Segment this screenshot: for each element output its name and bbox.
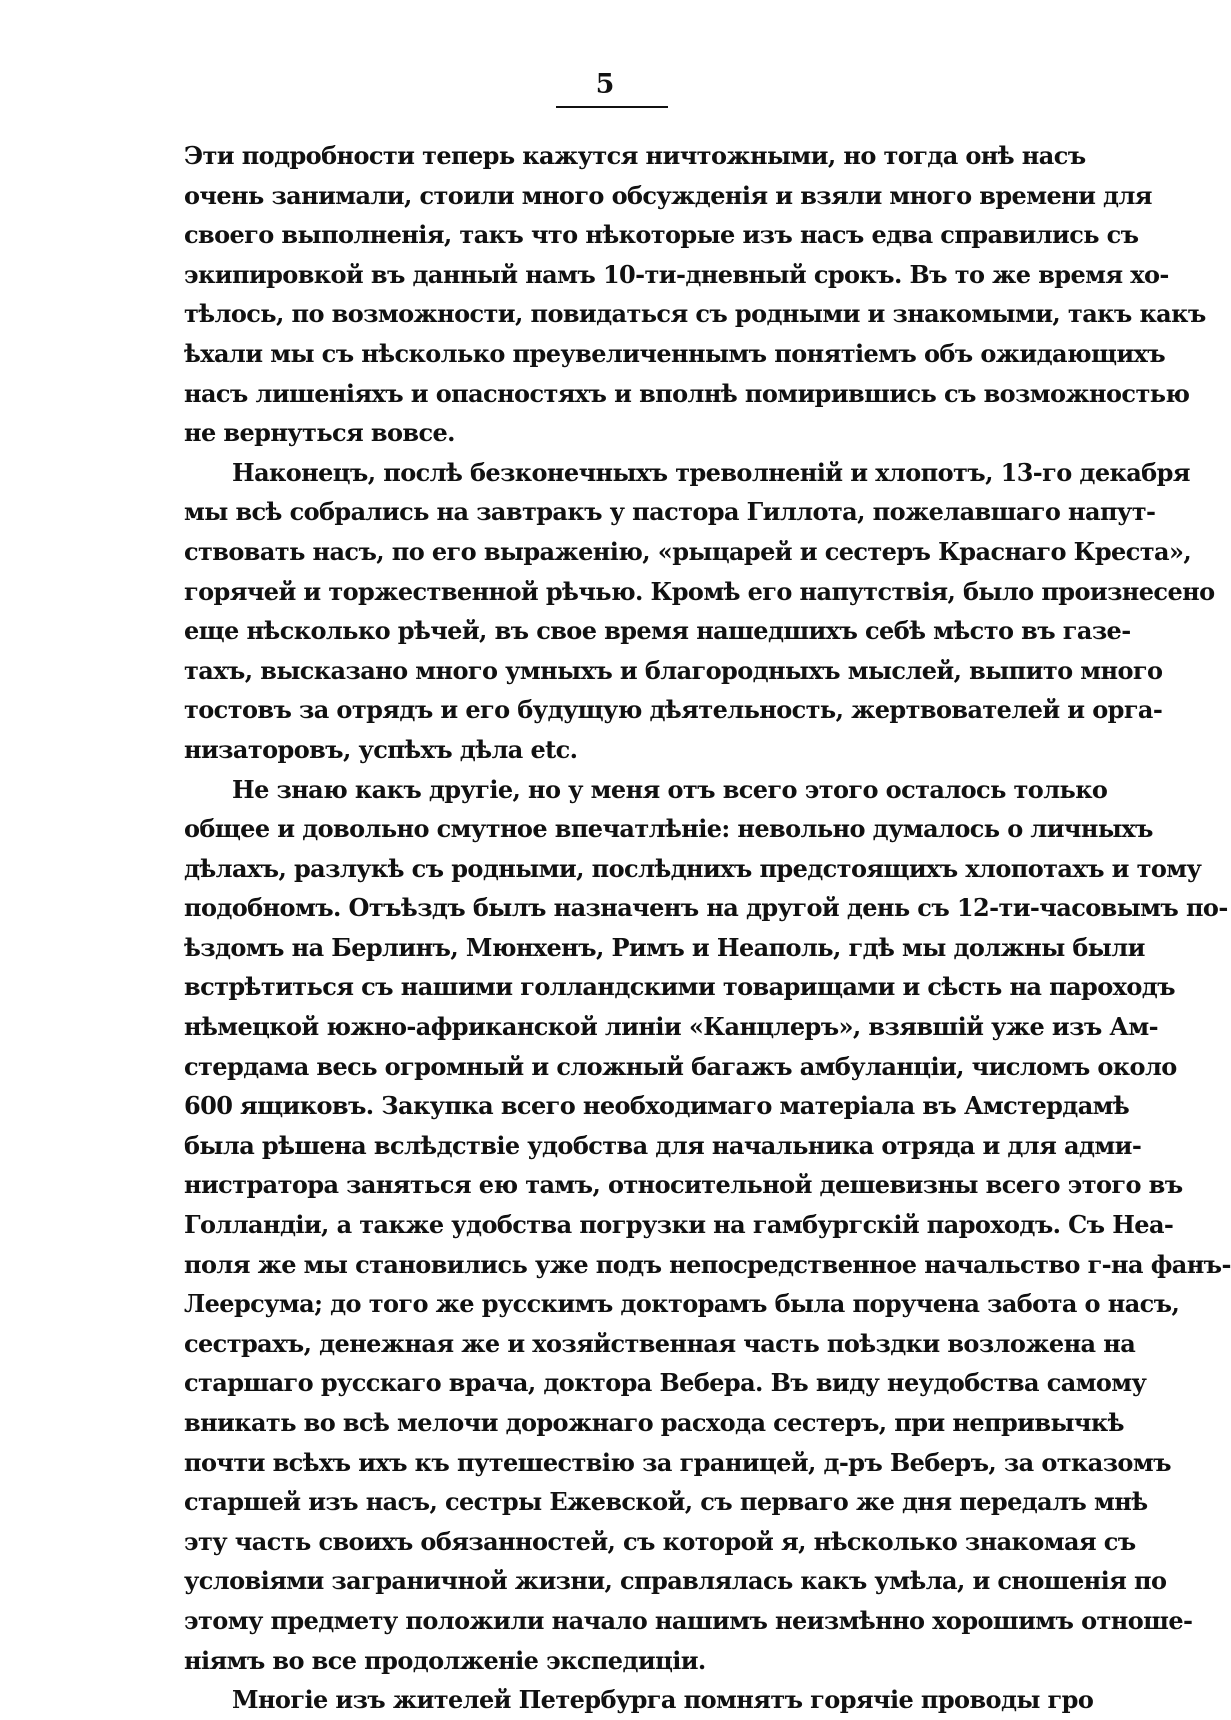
text-line: условіями заграничной жизни, справлялась какъ умѣла, и сношенія по	[184, 1566, 1167, 1596]
text-line: ѣздомъ на Берлинъ, Мюнхенъ, Римъ и Неаполь, гдѣ мы должны были	[184, 932, 1145, 962]
text-line: нистратора заняться ею тамъ, относительной дешевизны всего этого въ	[184, 1170, 1183, 1200]
text-line: ніямъ во все продолженіе экспедиціи.	[184, 1645, 706, 1675]
text-line: Многіе изъ жителей Петербурга помнятъ горячіе проводы гро	[232, 1685, 1094, 1715]
text-line: низаторовъ, успѣхъ дѣла etc.	[184, 734, 578, 764]
text-line: Не знаю какъ другіе, но у меня отъ всего этого осталось только	[232, 774, 1108, 804]
page-number-rule	[556, 106, 668, 108]
text-line: насъ лишеніяхъ и опасностяхъ и вполнѣ помирившись съ возможностью	[184, 378, 1190, 408]
text-line: еще нѣсколько рѣчей, въ свое время нашедшихъ себѣ мѣсто въ газе-	[184, 616, 1131, 646]
page-number: 5	[595, 69, 615, 100]
text-line: тахъ, высказано много умныхъ и благородныхъ мыслей, выпито много	[184, 655, 1163, 685]
text-line: Наконецъ, послѣ безконечныхъ треволненій и хлопотъ, 13-го декабря	[232, 457, 1190, 487]
text-line: стердама весь огромный и сложный багажъ амбуланціи, числомъ около	[184, 1051, 1177, 1081]
text-line: поля же мы становились уже подъ непосредственное начальство г-на фанъ-	[184, 1249, 1231, 1279]
text-line: почти всѣхъ ихъ къ путешествію за границей, д-ръ Веберъ, за отказомъ	[184, 1447, 1171, 1477]
text-line: дѣлахъ, разлукѣ съ родными, послѣднихъ предстоящихъ хлопотахъ и тому	[184, 853, 1202, 883]
text-line: нѣмецкой южно-африканской линіи «Канцлеръ», взявшій уже изъ Ам-	[184, 1012, 1158, 1042]
text-line: мы всѣ собрались на завтракъ у пастора Гиллота, пожелавшаго напут-	[184, 497, 1156, 527]
text-line: экипировкой въ данный намъ 10-ти-дневный срокъ. Въ то же время хо-	[184, 259, 1169, 289]
text-line: горячей и торжественной рѣчью. Кромѣ его напутствія, было произнесено	[184, 576, 1215, 606]
text-line: Эти подробности теперь кажутся ничтожными, но тогда онѣ насъ	[184, 141, 1086, 170]
text-line: вникать во всѣ мелочи дорожнаго расхода сестеръ, при непривычкѣ	[184, 1408, 1124, 1437]
body-text	[184, 136, 1231, 1720]
text-line: была рѣшена вслѣдствіе удобства для начальника отряда и для адми-	[184, 1130, 1142, 1160]
text-line: не вернуться вовсе.	[184, 418, 455, 448]
text-line: своего выполненія, такъ что нѣкоторые изъ насъ едва справились съ	[184, 220, 1139, 250]
text-line: сестрахъ, денежная же и хозяйственная часть поѣздки возложена на	[184, 1328, 1136, 1358]
text-line: эту часть своихъ обязанностей, съ которой я, нѣсколько знакомая съ	[184, 1526, 1136, 1556]
text-line: старшаго русскаго врача, доктора Вебера. Въ виду неудобства самому	[184, 1368, 1147, 1398]
text-line: ствовать насъ, по его выраженію, «рыцарей и сестеръ Краснаго Креста»,	[184, 536, 1192, 566]
text-line: ѣхали мы съ нѣсколько преувеличеннымъ понятіемъ объ ожидающихъ	[184, 338, 1166, 368]
text-line: встрѣтиться съ нашими голландскими товарищами и сѣсть на пароходъ	[184, 972, 1175, 1002]
text-line: Голландіи, а также удобства погрузки на гамбургскій пароходъ. Съ Неа-	[184, 1210, 1174, 1240]
text-line: тѣлось, по возможности, повидаться съ родными и знакомыми, такъ какъ	[184, 299, 1206, 329]
text-line: подобномъ. Отъѣздъ былъ назначенъ на другой день съ 12-ти-часовымъ по-	[184, 893, 1228, 923]
text-line: очень занимали, стоили много обсужденія и взяли много времени для	[184, 180, 1152, 210]
text-line: 600 ящиковъ. Закупка всего необходимаго матеріала въ Амстердамѣ	[184, 1091, 1130, 1121]
text-line: общее и довольно смутное впечатлѣніе: невольно думалось о личныхъ	[184, 814, 1153, 844]
text-line: Леерсума; до того же русскимъ докторамъ была поручена забота о насъ,	[184, 1289, 1180, 1319]
text-line: этому предмету положили начало нашимъ неизмѣнно хорошимъ отноше-	[184, 1605, 1193, 1635]
text-line: тостовъ за отрядъ и его будущую дѣятельность, жертвователей и орга-	[184, 695, 1163, 725]
text-line: старшей изъ насъ, сестры Ежевской, съ перваго же дня передалъ мнѣ	[184, 1487, 1148, 1517]
